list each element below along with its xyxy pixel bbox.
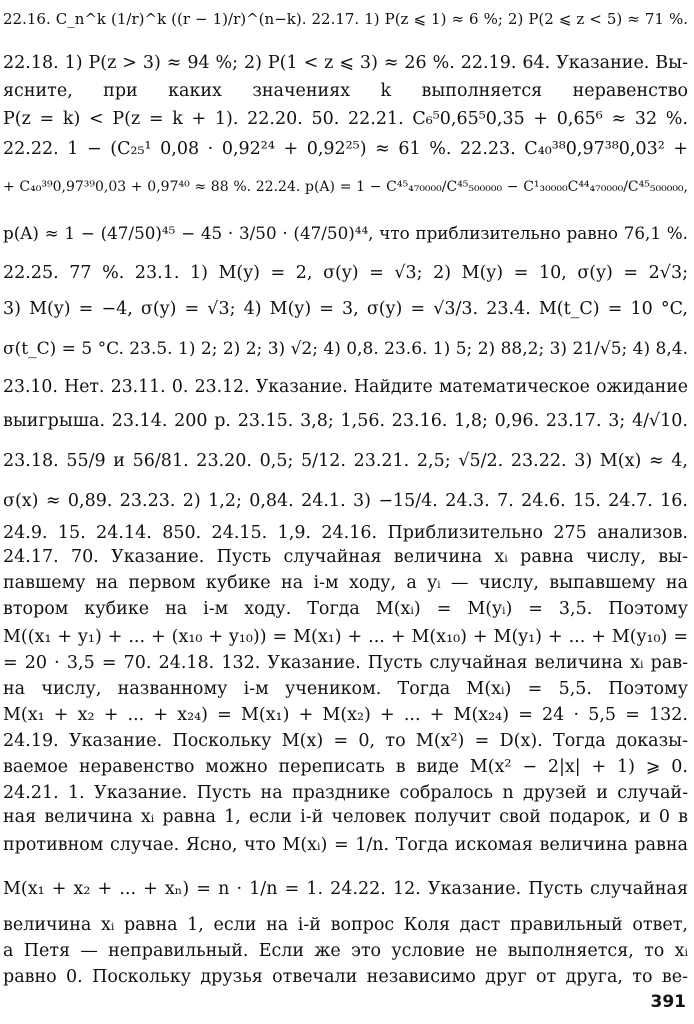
answer-line: P(z = k) < P(z = k + 1). 22.20. 50. 22.21. C₆⁵0,65⁵0,35 + 0,65⁶ ≈ 32 %. — [3, 109, 688, 129]
answer-line: p(A) ≈ 1 − (47/50)⁴⁵ − 45 · 3/50 · (47/50)⁴⁴, что приблизительно равно 76,1 %. — [3, 223, 688, 243]
answer-line: 23.18. 55/9 и 56/81. 23.20. 0,5; 5/12. 23.21. 2,5; √5/2. 23.22. 3) M(x) ≈ 4, — [3, 451, 688, 471]
answer-line: выигрыша. 23.14. 200 р. 23.15. 3,8; 1,56. 23.16. 1,8; 0,96. 23.17. 3; 4/√10. — [3, 411, 688, 431]
answer-line: = 20 · 3,5 = 70. 24.18. 132. Указание. Пусть случайная величина xᵢ рав- — [3, 653, 688, 673]
answer-line: ная величина xᵢ равна 1, если i-й человек получит свой подарок, и 0 в — [3, 807, 688, 827]
answer-line: M(x₁ + x₂ + ... + xₙ) = n · 1/n = 1. 24.22. 12. Указание. Пусть случайная — [3, 879, 688, 899]
answer-line: 3) M(y) = −4, σ(y) = √3; 4) M(y) = 3, σ(y) = √3/3. 23.4. M(t_C) = 10 °C, — [3, 299, 688, 319]
answer-line: а Петя — неправильный. Если же это условие не выполняется, то xᵢ — [3, 941, 688, 961]
page-number: 391 — [650, 992, 686, 1012]
answer-line: 22.18. 1) P(z > 3) ≈ 94 %; 2) P(1 < z ⩽ 3) ≈ 26 %. 22.19. 64. Указание. Вы- — [3, 53, 688, 73]
answer-line: 24.17. 70. Указание. Пусть случайная величина xᵢ равна числу, вы- — [3, 547, 688, 567]
answer-line: 24.21. 1. Указание. Пусть на празднике собралось n друзей и случай- — [3, 783, 688, 803]
answer-line: 22.16. C_n^k (1/r)^k ((r − 1)/r)^(n−k). 22.17. 1) P(z ⩽ 1) ≈ 6 %; 2) P(2 ⩽ z < 5) ≈ 71 %. — [3, 10, 688, 28]
answer-line: противном случае. Ясно, что M(xᵢ) = 1/n. Тогда искомая величина равна — [3, 835, 688, 855]
answer-line: 22.25. 77 %. 23.1. 1) M(y) = 2, σ(y) = √3; 2) M(y) = 10, σ(y) = 2√3; — [3, 263, 688, 283]
answer-line: втором кубике на i-м ходу. Тогда M(xᵢ) = M(yᵢ) = 3,5. Поэтому — [3, 599, 688, 619]
answer-line: 22.22. 1 − (C₂₅¹ 0,08 · 0,92²⁴ + 0,92²⁵) ≈ 61 %. 22.23. C₄₀³⁸0,97³⁸0,03² + — [3, 139, 688, 159]
answer-line: 24.9. 15. 24.14. 850. 24.15. 1,9. 24.16. Приблизительно 275 анализов. — [3, 523, 688, 543]
answer-line: 24.19. Указание. Поскольку M(x) = 0, то M(x²) = D(x). Тогда доказы- — [3, 731, 688, 751]
answer-line: павшему на первом кубике на i-м ходу, а yᵢ — числу, выпавшему на — [3, 573, 688, 593]
answer-line: M(x₁ + x₂ + ... + x₂₄) = M(x₁) + M(x₂) + ... + M(x₂₄) = 24 · 5,5 = 132. — [3, 705, 688, 725]
answer-line: ваемое неравенство можно переписать в виде M(x² − 2|x| + 1) ⩾ 0. — [3, 757, 688, 777]
answer-line: + C₄₀³⁹0,97³⁹0,03 + 0,97⁴⁰ ≈ 88 %. 22.24. p(A) = 1 − C⁴⁵₄₇₀₀₀₀/C⁴⁵₅₀₀₀₀₀ − C¹₃₀₀₀₀C⁴⁴₄₇₀₀₀₀/C⁴⁵₅₀₀₀₀₀, — [3, 179, 688, 195]
answer-line: равно 0. Поскольку друзья отвечали независимо друг от друга, то ве- — [3, 967, 688, 987]
answer-line: ясните, при каких значениях k выполняется неравенство — [3, 81, 688, 101]
answer-line: на числу, названному i-м учеником. Тогда M(xᵢ) = 5,5. Поэтому — [3, 679, 688, 699]
answer-line: σ(t_C) = 5 °C. 23.5. 1) 2; 2) 2; 3) √2; 4) 0,8. 23.6. 1) 5; 2) 88,2; 3) 21/√5; 4) 8,4. — [3, 339, 688, 359]
answer-line: 23.10. Нет. 23.11. 0. 23.12. Указание. Найдите математическое ожидание — [3, 377, 688, 397]
answer-line: величина xᵢ равна 1, если на i-й вопрос Коля даст правильный ответ, — [3, 915, 688, 935]
answer-line: M((x₁ + y₁) + ... + (x₁₀ + y₁₀)) = M(x₁) + ... + M(x₁₀) + M(y₁) + ... + M(y₁₀) = — [3, 627, 688, 647]
answer-line: σ(x) ≈ 0,89. 23.23. 2) 1,2; 0,84. 24.1. 3) −15/4. 24.3. 7. 24.6. 15. 24.7. 16. — [3, 491, 688, 511]
